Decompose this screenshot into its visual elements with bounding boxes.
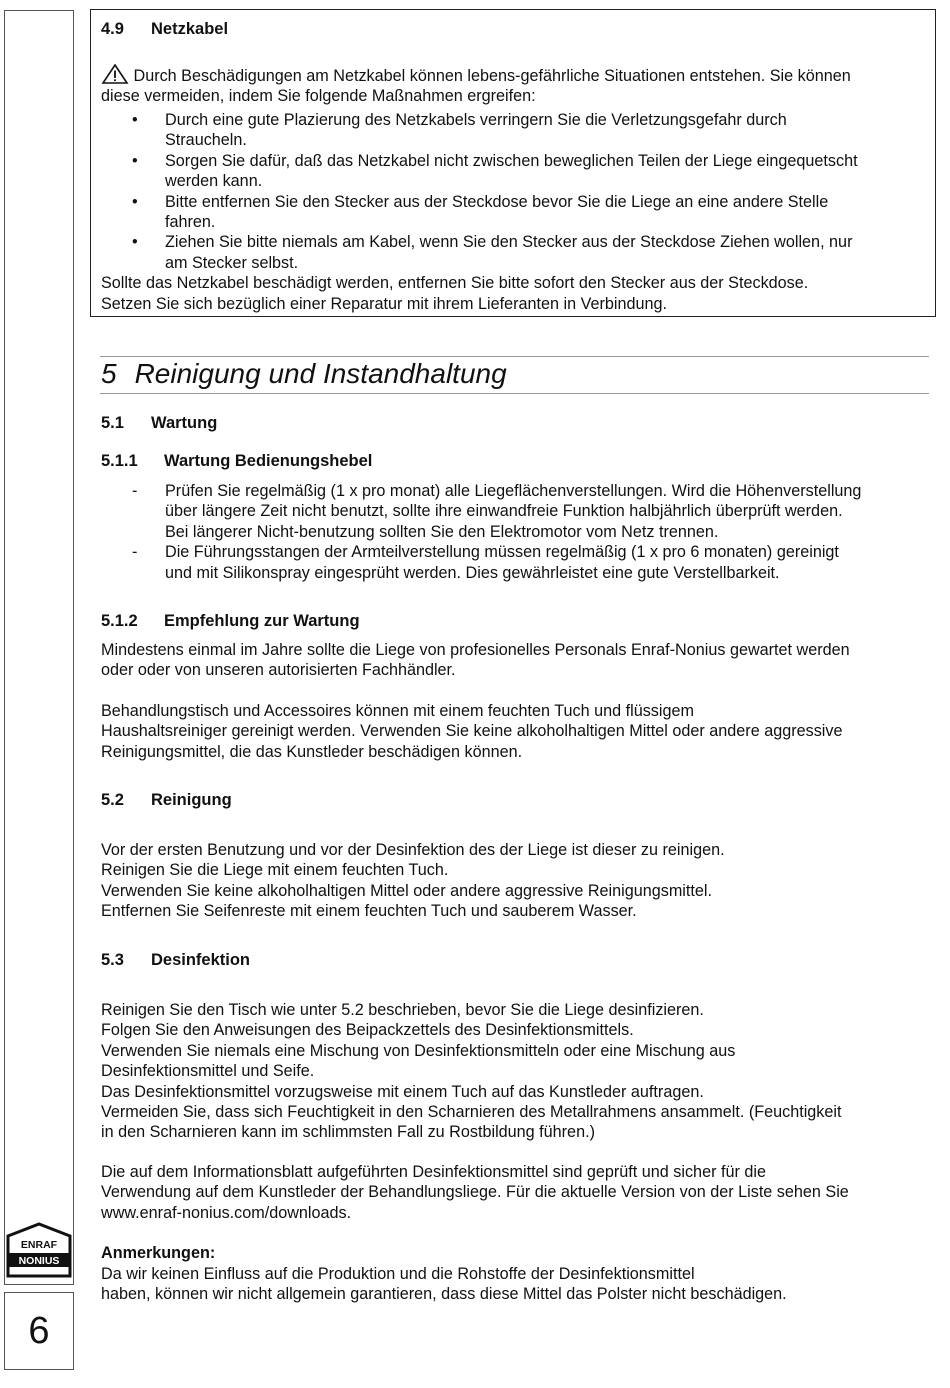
list-item: • Ziehen Sie bitte niemals am Kabel, wenn Sie den Stecker aus der Steckdose Ziehen wollen, nur am Stecker selbst. <box>132 233 853 272</box>
page-number: 6 <box>4 1292 74 1370</box>
notes-heading: Anmerkungen: <box>101 1244 216 1262</box>
enraf-nonius-logo <box>6 1222 72 1278</box>
warning-bullet-list <box>101 110 931 314</box>
section-5-1-2-heading: 5.1.2 Empfehlung zur Wartung <box>101 612 360 630</box>
list-item: - Prüfen Sie regelmäßig (1 x pro monat) alle Liegeflächenverstellungen. Wird die Höhenverstellung über längere Zeit nicht benutzt, sollte ihre einwandfreie Funktion halbjährlich überprüft werden. Bei längerer Nicht-benutzung sollten Sie den Elektromotor vom Netz trennen. <box>132 482 862 541</box>
section-5-1-heading: 5.1 Wartung <box>101 414 218 432</box>
warning-triangle-icon <box>101 64 129 84</box>
section-5-3-heading: 5.3 Desinfektion <box>101 951 251 969</box>
warning-closing-text: Sollte das Netzkabel beschädigt werden, entfernen Sie bitte sofort den Stecker aus der Steckdose. Setzen Sie sich bezüglich einer Reparatur mit ihrem Lieferanten in Verbindung. <box>101 274 809 313</box>
paragraph: Reinigen Sie den Tisch wie unter 5.2 beschrieben, bevor Sie die Liege desinfizieren. Folgen Sie den Anweisungen des Beipackzettels des Desinfektionsmittels. Verwenden Sie niemals eine Mischung von Desinfektionsmitteln oder eine Mischung aus Desinfektionsmittel und Seife. Das Desinfektionsmittel vorzugsweise mit einem Tuch auf das Kunstleder auftragen. Vermeiden Sie, dass sich Feuchtigkeit in den Scharnieren des Metallrahmens ansammelt. (Feuchtigkeit in den Scharnieren kann im schlimmsten Fall zu Rostbildung führen.) <box>101 1001 842 1142</box>
paragraph: Vor der ersten Benutzung und vor der Desinfektion des der Liege ist dieser zu reinigen. Reinigen Sie die Liege mit einem feuchten Tuch. Verwenden Sie keine alkoholhaltigen Mittel oder andere aggressive Reinigungsmittel. Entfernen Sie Seifenreste mit einem feuchten Tuch und sauberem Wasser. <box>101 841 725 921</box>
section-4-9-heading: 4.9 Netzkabel <box>101 20 229 38</box>
maintenance-list <box>101 481 931 583</box>
paragraph: Die auf dem Informationsblatt aufgeführten Desinfektionsmittel sind geprüft und sicher für die Verwendung auf dem Kunstleder der Behandlungsliege. Für die aktuelle Version von der Liste sehen Sie www.enraf-nonius.com/downloads. <box>101 1163 849 1222</box>
warning-text: Durch Beschädigungen am Netzkabel können lebens-gefährliche Situationen entstehen. Sie können diese vermeiden, indem Sie folgende Maßnahmen ergreifen: <box>101 64 930 107</box>
section-5-2-heading: 5.2 Reinigung <box>101 791 232 809</box>
sidebar-frame <box>4 10 74 1285</box>
list-item: - Die Führungsstangen der Armteilverstellung müssen regelmäßig (1 x pro 6 monaten) gereinigt und mit Silikonspray eingesprüht werden. Dies gewährleistet eine gute Verstellbarkeit. <box>132 543 839 582</box>
svg-text:NONIUS: NONIUS <box>18 1255 60 1267</box>
notes-text: Da wir keinen Einfluss auf die Produktion und die Rohstoffe der Desinfektionsmittel haben, können wir nicht allgemein garantieren, dass diese Mittel das Polster nicht beschädigen. <box>101 1265 787 1304</box>
paragraph: Behandlungstisch und Accessoires können mit einem feuchten Tuch und flüssigem Haushaltsreiniger gereinigt werden. Verwenden Sie keine alkoholhaltigen Mittel oder andere aggressive Reinigungsmittel, die das Kunstleder beschädigen können. <box>101 702 843 761</box>
section-5-1-1-heading: 5.1.1 Wartung Bedienungshebel <box>101 452 373 470</box>
list-item: • Durch eine gute Plazierung des Netzkabels verringern Sie die Verletzungsgefahr durch Straucheln. <box>132 111 787 150</box>
svg-text:ENRAF: ENRAF <box>20 1239 58 1251</box>
list-item: • Sorgen Sie dafür, daß das Netzkabel nicht zwischen beweglichen Teilen der Liege eingequetscht werden kann. <box>132 151 858 191</box>
chapter-5-heading: 5 Reinigung und Instandhaltung <box>101 358 507 389</box>
list-item: • Bitte entfernen Sie den Stecker aus der Steckdose bevor Sie die Liege an eine andere Stelle fahren. <box>132 192 829 232</box>
paragraph: Mindestens einmal im Jahre sollte die Liege von profesionelles Personals Enraf-Nonius gewartet werden oder oder von unseren autorisierten Fachhändler. <box>101 641 850 680</box>
